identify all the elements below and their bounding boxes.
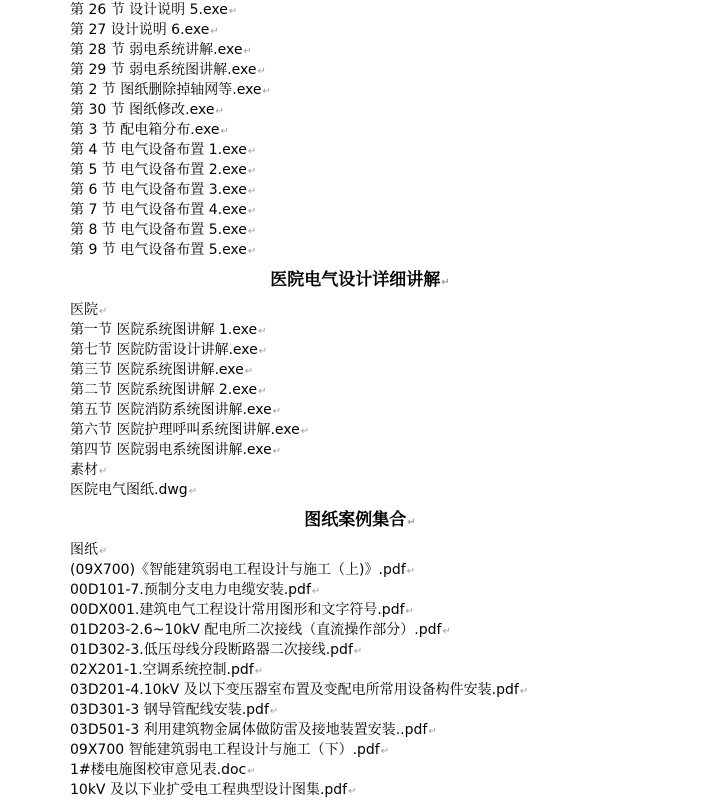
list-item	[70, 300, 309, 320]
list-item-text: 第 9 节 电气设备布置 5.exe	[70, 242, 247, 258]
paragraph-mark: ↵	[406, 566, 416, 577]
paragraph-mark: ↵	[99, 546, 108, 557]
list-item-text: 第 28 节 弱电系统讲解.exe	[70, 42, 243, 58]
paragraph-mark: ↵	[407, 517, 416, 528]
file-list-section-3	[70, 540, 528, 800]
list-item	[70, 60, 271, 80]
list-item	[70, 380, 309, 400]
list-item	[70, 320, 309, 340]
list-item-text: 03D501-3 利用建筑物金属体做防雷及接地装置安装..pdf	[70, 722, 428, 738]
list-item-text: 03D201-4.10kV 及以下变压器室布置及变配电所常用设备构件安装.pdf	[70, 682, 519, 698]
paragraph-mark: ↵	[262, 86, 271, 97]
paragraph-mark: ↵	[247, 766, 256, 777]
paragraph-mark: ↵	[441, 277, 450, 288]
list-item	[70, 360, 309, 380]
list-item	[70, 700, 528, 720]
list-item	[70, 220, 271, 240]
list-item	[70, 560, 528, 580]
list-item-text: 第二节 医院系统图讲解 2.exe	[70, 382, 258, 398]
paragraph-mark: ↵	[247, 186, 257, 197]
list-item-text: 医院电气图纸.dwg	[70, 482, 188, 498]
list-item	[70, 440, 309, 460]
list-item-text: 第六节 医院护理呼叫系统图讲解.exe	[70, 422, 300, 438]
list-item	[70, 620, 528, 640]
list-item	[70, 580, 528, 600]
list-item	[70, 80, 271, 100]
list-item	[70, 100, 271, 120]
paragraph-mark: ↵	[247, 146, 257, 157]
paragraph-mark: ↵	[272, 406, 282, 417]
list-item-text: 00DX001.建筑电气工程设计常用图形和文字符号.pdf	[70, 602, 405, 618]
list-item-text: 1#楼电施图校审意见表.doc	[70, 762, 247, 778]
list-item-text: 图纸	[70, 542, 98, 558]
paragraph-mark: ↵	[254, 666, 264, 677]
paragraph-mark: ↵	[247, 206, 257, 217]
paragraph-mark: ↵	[258, 326, 267, 337]
list-item	[70, 600, 528, 620]
list-item-text: 第 6 节 电气设备布置 3.exe	[70, 182, 247, 198]
list-item	[70, 140, 271, 160]
paragraph-mark: ↵	[220, 126, 229, 137]
list-item	[70, 400, 309, 420]
list-item-text: 01D203-2.6~10kV 配电所二次接线（直流操作部分）.pdf	[70, 622, 442, 638]
paragraph-mark: ↵	[257, 66, 266, 77]
list-item	[70, 40, 271, 60]
list-item-text: 02X201-1.空调系统控制.pdf	[70, 662, 254, 678]
list-item	[70, 160, 271, 180]
list-item-text: 第 30 节 图纸修改.exe	[70, 102, 215, 118]
list-item	[70, 480, 309, 500]
paragraph-mark: ↵	[519, 686, 529, 697]
list-item-text: 第 2 节 图纸删除掉轴网等.exe	[70, 82, 262, 98]
list-item-text: 第 7 节 电气设备布置 4.exe	[70, 202, 247, 218]
list-item	[70, 120, 271, 140]
list-item-text: 10kV 及以下业扩受电工程典型设计图集.pdf	[70, 782, 348, 798]
section-heading-drawings	[0, 500, 720, 540]
list-item-text: 01D302-3.低压母线分段断路器二次接线.pdf	[70, 642, 353, 658]
list-item-text: 00D101-7.预制分支电力电缆安装.pdf	[70, 582, 311, 598]
list-item	[70, 540, 528, 560]
file-list-section-1	[70, 0, 271, 260]
list-item	[70, 0, 271, 20]
paragraph-mark: ↵	[247, 246, 257, 257]
paragraph-mark: ↵	[247, 166, 257, 177]
paragraph-mark: ↵	[247, 226, 257, 237]
list-item-text: 03D301-3 钢导管配线安装.pdf	[70, 702, 269, 718]
list-item	[70, 420, 309, 440]
list-item-text: 第 3 节 配电箱分布.exe	[70, 122, 220, 138]
paragraph-mark: ↵	[348, 786, 357, 797]
paragraph-mark: ↵	[99, 306, 108, 317]
paragraph-mark: ↵	[188, 486, 198, 497]
list-item	[70, 460, 309, 480]
paragraph-mark: ↵	[311, 586, 321, 597]
list-item-text: (09X700)《智能建筑弱电工程设计与施工（上)》.pdf	[70, 562, 406, 578]
paragraph-mark: ↵	[210, 26, 219, 37]
list-item	[70, 200, 271, 220]
list-item-text: 素材	[70, 462, 98, 478]
list-item-text: 第 29 节 弱电系统图讲解.exe	[70, 62, 257, 78]
paragraph-mark: ↵	[269, 706, 279, 717]
list-item-text: 第 4 节 电气设备布置 1.exe	[70, 142, 247, 158]
list-item-text: 第 26 节 设计说明 5.exe	[70, 2, 228, 18]
list-item	[70, 680, 528, 700]
paragraph-mark: ↵	[380, 746, 390, 757]
paragraph-mark: ↵	[428, 726, 437, 737]
list-item	[70, 340, 309, 360]
list-item-text: 第五节 医院消防系统图讲解.exe	[70, 402, 272, 418]
paragraph-mark: ↵	[353, 646, 363, 657]
list-item-text: 第 5 节 电气设备布置 2.exe	[70, 162, 247, 178]
list-item-text: 第 8 节 电气设备布置 5.exe	[70, 222, 247, 238]
paragraph-mark: ↵	[243, 46, 252, 57]
list-item	[70, 240, 271, 260]
list-item-text: 第一节 医院系统图讲解 1.exe	[70, 322, 258, 338]
list-item	[70, 180, 271, 200]
paragraph-mark: ↵	[258, 346, 268, 357]
list-item-text: 第七节 医院防雷设计讲解.exe	[70, 342, 258, 358]
list-item-text: 医院	[70, 302, 98, 318]
paragraph-mark: ↵	[442, 626, 451, 637]
paragraph-mark: ↵	[244, 366, 254, 377]
paragraph-mark: ↵	[272, 446, 282, 457]
paragraph-mark: ↵	[99, 466, 108, 477]
list-item-text: 第四节 医院弱电系统图讲解.exe	[70, 442, 272, 458]
paragraph-mark: ↵	[300, 426, 310, 437]
list-item-text: 09X700 智能建筑弱电工程设计与施工（下）.pdf	[70, 742, 380, 758]
heading-text: 图纸案例集合	[304, 510, 407, 530]
list-item	[70, 20, 271, 40]
section-heading-hospital	[0, 260, 720, 300]
heading-text: 医院电气设计详细讲解	[270, 270, 441, 290]
list-item	[70, 720, 528, 740]
paragraph-mark: ↵	[228, 6, 238, 17]
list-item	[70, 740, 528, 760]
list-item	[70, 780, 528, 800]
list-item-text: 第三节 医院系统图讲解.exe	[70, 362, 244, 378]
paragraph-mark: ↵	[405, 606, 414, 617]
paragraph-mark: ↵	[215, 106, 224, 117]
paragraph-mark: ↵	[258, 386, 267, 397]
list-item	[70, 640, 528, 660]
list-item	[70, 660, 528, 680]
list-item	[70, 760, 528, 780]
file-list-section-2	[70, 300, 309, 500]
list-item-text: 第 27 设计说明 6.exe	[70, 22, 210, 38]
